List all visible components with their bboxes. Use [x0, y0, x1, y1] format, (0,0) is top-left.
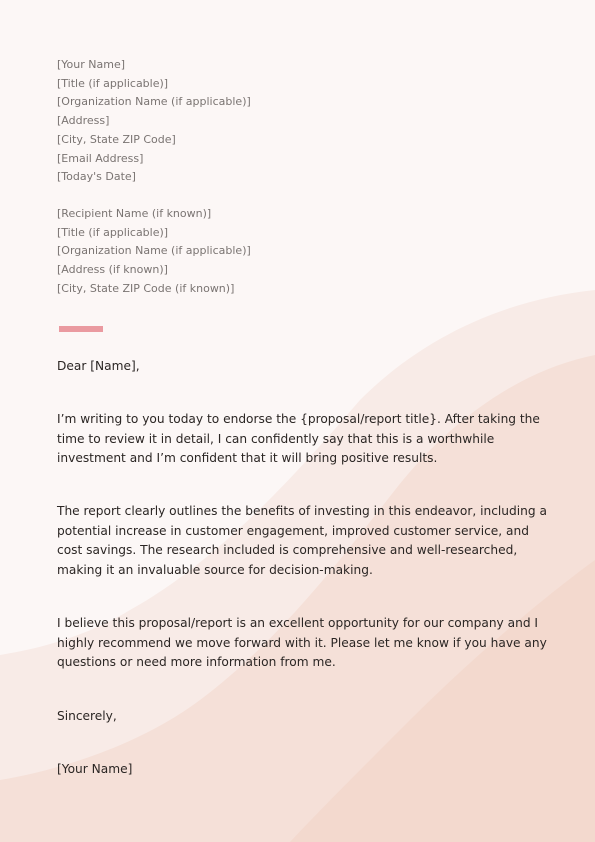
sender-email: [Email Address]	[57, 151, 144, 165]
salutation: Dear [Name],	[57, 359, 140, 373]
letter-date: [Today's Date]	[57, 170, 136, 184]
sender-organization: [Organization Name (if applicable)]	[57, 95, 251, 109]
sender-title: [Title (if applicable)]	[57, 76, 169, 90]
recipient-organization: [Organization Name (if applicable)]	[57, 244, 251, 258]
body-paragraph: I’m writing to you today to endorse the {proposal/report title}. After taking the time to review it in detail, I can confidently say that this is a worthwhile investment and I’m confident that it will bring positive results.	[57, 412, 540, 466]
recipient-address-block	[57, 205, 251, 299]
body-paragraph: I believe this proposal/report is an excellent opportunity for our company and I highly recommend we move forward with it. Please let me know if you have any questions or need more information from me.	[57, 616, 547, 670]
sender-address: [Address]	[57, 114, 110, 128]
signature-name: [Your Name]	[57, 762, 133, 776]
sender-name: [Your Name]	[57, 58, 126, 71]
accent-divider	[59, 326, 103, 332]
closing: Sincerely,	[57, 709, 117, 723]
recipient-city-state-zip: [City, State ZIP Code (if known)]	[57, 281, 235, 295]
body-paragraph: The report clearly outlines the benefits of investing in this endeavor, including a potential increase in customer engagement, improved customer service, and cost savings. The research included is comprehensive and well-researched, making it an invaluable source for decision-making.	[57, 504, 547, 578]
recipient-address: [Address (if known)]	[57, 263, 168, 277]
recipient-name: [Recipient Name (if known)]	[57, 207, 212, 220]
sender-city-state-zip: [City, State ZIP Code]	[57, 132, 176, 146]
recipient-title: [Title (if applicable)]	[57, 225, 169, 239]
sender-address-block	[57, 56, 251, 187]
